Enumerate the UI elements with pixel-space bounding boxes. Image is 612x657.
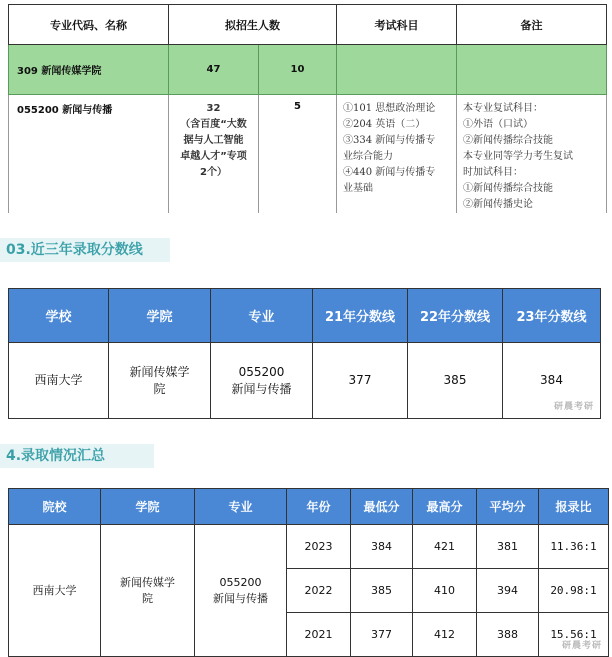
header-major: 专业: [211, 289, 313, 343]
score-row: [9, 343, 601, 419]
college-name: 309 新闻传媒学院: [9, 45, 169, 95]
header-remarks: 备注: [457, 5, 607, 45]
major-plan-count: [169, 95, 259, 214]
college-name-line: 院: [142, 591, 153, 605]
major-row: [9, 95, 607, 214]
section-title-admission-summary: 4.录取情况汇总: [0, 444, 154, 468]
college-name: [109, 343, 211, 419]
min-score: 385: [351, 569, 413, 613]
plan-line: 32: [206, 103, 221, 114]
college-name-line: 新闻传媒学: [120, 575, 175, 589]
ratio: [539, 613, 609, 657]
college-remarks-cell: [457, 45, 607, 95]
score-table-header: [9, 289, 601, 343]
header-2023-line: 23年分数线: [503, 289, 601, 343]
major-code: 055200: [219, 575, 262, 589]
major-title: 新闻与传播: [231, 381, 292, 396]
plan-line: 据与人工智能: [183, 135, 244, 146]
score-2021: 377: [313, 343, 408, 419]
remarks: [457, 95, 607, 214]
header-year: 年份: [287, 489, 351, 525]
max-score: 412: [413, 613, 477, 657]
note-line: 本专业同等学力考生复试: [463, 151, 573, 162]
header-major: 专业: [195, 489, 287, 525]
year: 2021: [287, 613, 351, 657]
header-max-score: 最高分: [413, 489, 477, 525]
major-title: 新闻与传播: [213, 591, 268, 605]
avg-score: 394: [477, 569, 539, 613]
college-name-line: 新闻传媒学: [129, 364, 190, 379]
major-exempt-count: 5: [259, 95, 337, 214]
header-min-score: 最低分: [351, 489, 413, 525]
college-exempt-count: 10: [259, 45, 337, 95]
min-score: 377: [351, 613, 413, 657]
score-line-table: [8, 288, 601, 419]
major-name: [195, 525, 287, 657]
major-name: [211, 343, 313, 419]
subject-line: 业基础: [343, 183, 373, 194]
note-line: ①外语（口试）: [463, 119, 533, 130]
header-school: 院校: [9, 489, 101, 525]
subject-line: ②204 英语（二）: [343, 119, 426, 130]
enrollment-plan-table: [8, 4, 607, 213]
plan-line: 卓越人才”专项: [180, 151, 247, 162]
ratio: 20.98:1: [539, 569, 609, 613]
header-exam-subjects: 考试科目: [337, 5, 457, 45]
note-line: 本专业复试科目：: [463, 103, 543, 114]
section-title-score-lines: 03.近三年录取分数线: [0, 238, 170, 262]
header-college: 学院: [109, 289, 211, 343]
college-row: [9, 45, 607, 95]
major-code: 055200: [238, 364, 285, 379]
header-avg-score: 平均分: [477, 489, 539, 525]
subject-line: ④440 新闻与传播专: [343, 167, 436, 178]
subject-line: ③334 新闻与传播专: [343, 135, 436, 146]
admission-summary-table: [8, 488, 609, 657]
max-score: 421: [413, 525, 477, 569]
summary-table-header: [9, 489, 609, 525]
header-college: 学院: [101, 489, 195, 525]
table-row: [9, 525, 609, 569]
year: 2023: [287, 525, 351, 569]
major-name: 055200 新闻与传播: [9, 95, 169, 214]
avg-score: 388: [477, 613, 539, 657]
max-score: 410: [413, 569, 477, 613]
watermark: 研晨考研: [561, 641, 602, 651]
ratio-value: 15.56:1: [550, 627, 597, 641]
header-2021-line: 21年分数线: [313, 289, 408, 343]
plan-table-header: [9, 5, 607, 45]
plan-line: 2个）: [200, 167, 227, 178]
school-name: 西南大学: [9, 343, 109, 419]
note-line: ②新闻传播综合技能: [463, 135, 553, 146]
college-name-line: 院: [153, 381, 166, 396]
avg-score: 381: [477, 525, 539, 569]
score-2023-value: 384: [540, 373, 563, 387]
year: 2022: [287, 569, 351, 613]
watermark: 研晨考研: [553, 402, 594, 412]
exam-subjects: [337, 95, 457, 214]
subject-line: ①101 思想政治理论: [343, 103, 436, 114]
score-2022: 385: [408, 343, 503, 419]
note-line: ②新闻传播史论: [463, 199, 533, 210]
college-name: [101, 525, 195, 657]
plan-line: （含百度“大数: [180, 119, 247, 130]
ratio: 11.36:1: [539, 525, 609, 569]
note-line: 时加试科目：: [463, 167, 523, 178]
score-2023: [503, 343, 601, 419]
header-2022-line: 22年分数线: [408, 289, 503, 343]
note-line: ①新闻传播综合技能: [463, 183, 553, 194]
header-school: 学校: [9, 289, 109, 343]
min-score: 384: [351, 525, 413, 569]
header-major-code-name: 专业代码、名称: [9, 5, 169, 45]
subject-line: 业综合能力: [343, 151, 393, 162]
header-ratio: 报录比: [539, 489, 609, 525]
college-subjects-cell: [337, 45, 457, 95]
college-plan-count: 47: [169, 45, 259, 95]
header-planned-enrollment: 拟招生人数: [169, 5, 337, 45]
school-name: 西南大学: [9, 525, 101, 657]
